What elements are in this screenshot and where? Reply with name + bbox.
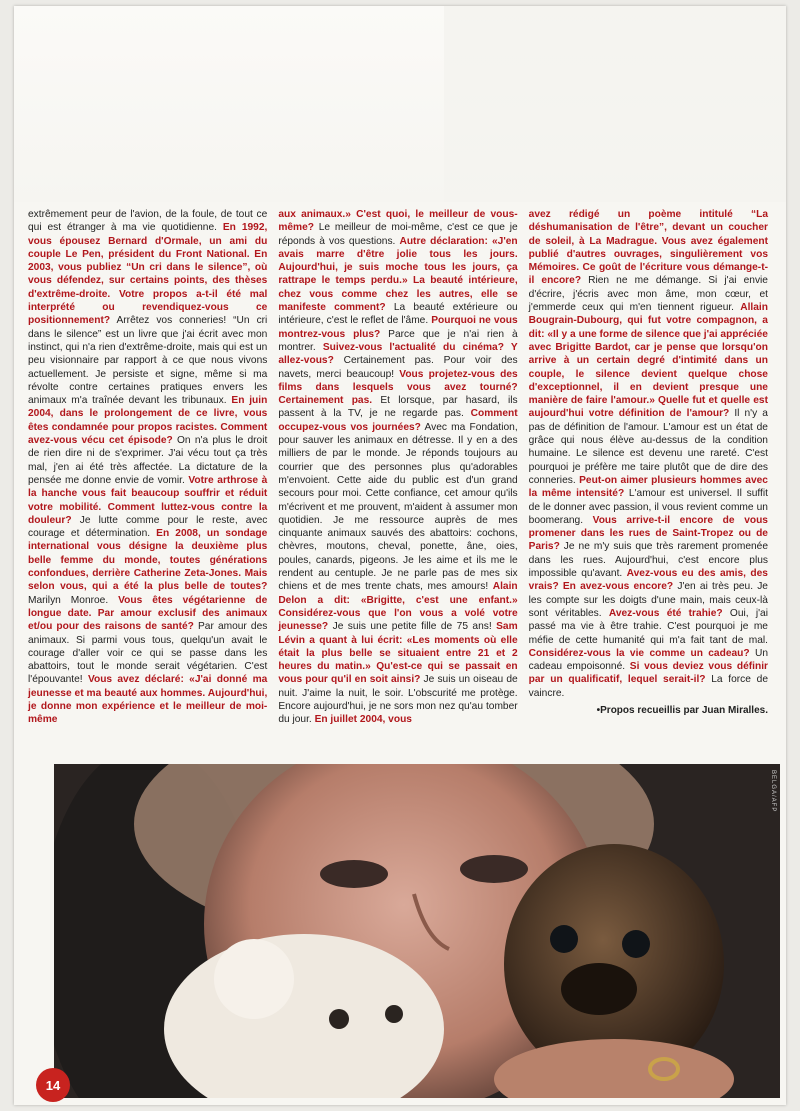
answer-text: Oui, j'ai passé ma vie à être trahie. C'est pourquoi je me méfie de cette humanité qui m'a fait tant de mal. [528, 607, 768, 646]
answer-text: Avec ma Fondation, pour sauver les animaux en détresse. Il y en a des milliers de par le monde. Je réponds toujours au courrier que des personnes plus qu'adorables m'envoient. Cette aide du public est d'un grand secours pour moi. Cette confiance, cet amour qu'ils m'écrivent et me prouvent, m'aident à assumer mon quotidien. Je me ressource auprès de mes cinquante animaux sauvés des abattoirs: cochons, chèvres, moutons, cheval, ponette, âne, oies, poules, canards, pigeons. Je les aime et ils me le rendent au centuple. Je ne parle pas de mes six chiens et de mes trente chats, mes amours! [278, 421, 518, 593]
answer-text: extrêmement peur de l'avion, de la foule, de tout ce qui est étranger à ma vie quotidienne. [28, 209, 268, 234]
article-column-1 [28, 208, 267, 758]
answer-text: Il n'y a pas de définition de l'amour. L'amour est un état de grâce qui nous élève au-dessus de la condition humaine. Le silence est devenu une rareté. C'est pourquoi je préfère me taire plutôt que de dire des conneries. [528, 408, 768, 486]
answer-text: J'en ai très peu. Je les compte sur les doigts d'une main, mais ceux-là sont véritables. [528, 581, 768, 619]
answer-text: Je lutte comme pour le reste, avec courage et détermination. [28, 514, 268, 540]
answer-text: Certainement pas. Pour voir des navets, merci beaucoup! [278, 355, 518, 380]
question-text: Considérez-vous la vie comme un cadeau? [528, 647, 750, 659]
question-text: En 2008, un sondage international vous désigne la deuxième plus belle femme du monde, toutes générations confondues, derrière Catherine Zeta-Jones. Mais selon vous, qui a été la plus belle de toutes? [28, 528, 268, 593]
question-text: Comment occupez-vous vos journées? [278, 408, 518, 433]
answer-text: Je suis une petite fille de 75 ans! [328, 621, 497, 633]
magazine-page [14, 6, 786, 1105]
question-text: Peut-on aimer plusieurs hommes avec la même intensité? [528, 474, 768, 500]
top-blank-area [14, 6, 786, 202]
question-text: En 1992, vous épousez Bernard d'Ormale, un ami du couple Le Pen, président du Front National. En 2003, vous publiez “Un cri dans le silence”, où vous défendez, sur certains points, des thèses d'extrême-droite. Votre propos a-t-il été mal interprété ou revendiquez-vous ce positionnement? [28, 222, 268, 327]
question-text: Vous êtes végétarienne de longue date. Par amour exclusif des animaux et/ou pour des raisons de santé? [28, 594, 268, 633]
answer-text: La beauté extérieure ou intérieure, c'est le reflet de l'âme. [278, 302, 518, 327]
question-text: Pourquoi ne vous montrez-vous plus? [278, 315, 518, 340]
woman-eye-left [320, 860, 388, 888]
answer-text: On n'a plus le droit de rien dire ni de s'exprimer. J'ai vécu tout ça très mal, j'en ai été très affectée. La dictature de la pensée me donne envie de vomir. [28, 435, 268, 486]
article-column-2 [278, 208, 517, 758]
portrait-photo-with-puppies [54, 764, 780, 1098]
article-column-3 [529, 208, 768, 758]
woman-eye-right [460, 855, 528, 883]
question-text: En juillet 2004, vous [314, 714, 412, 726]
question-text: Vous avez déclaré: «J'ai donné ma jeunesse et ma beauté aux hommes. Aujourd'hui, je donne mon expérience et le meilleur de moi-même [28, 674, 268, 726]
answer-text: Je ne m'y suis que très rarement promenée dans les rues. Aujourd'hui, c'est encore plus impossible qu'avant. [528, 541, 768, 580]
question-text: Votre arthrose à la hanche vous fait beaucoup souffrir et réduit votre mobilité. Comment luttez-vous contre la douleur? [28, 474, 268, 526]
question-text: Si vous deviez vous définir par un qualificatif, lequel serait-il? [528, 661, 768, 686]
answer-text: Et lorsque, par hasard, ils passent à la TV, je ne regarde pas. [278, 395, 518, 420]
answer-text: La force de vaincre. [528, 674, 768, 699]
question-text: Vous projetez-vous des films dans lesquels vous avez tourné? Certainement pas. [278, 368, 518, 407]
question-text: aux animaux.» C'est quoi, le meilleur de vous-même? [278, 209, 518, 234]
question-text: En juin 2004, dans le prolongement de ce livre, vous êtes condamnée pour propos racistes. Comment avez-vous vécu cet épisode? [28, 395, 268, 447]
answer-text: Marilyn Monroe. [28, 594, 119, 606]
answer-text: Rien ne me démange. Si j'ai envie d'écrire, j'écris avec mon âme, mon cœur, et j'emmerde ceux qui m'en tiennent rigueur. [528, 275, 768, 314]
question-text: Avez-vous été trahie? [608, 607, 723, 619]
question-text: Avez-vous eu des amis, des vrais? En avez-vous encore? [528, 568, 768, 593]
interview-credit: •Propos recueillis par Juan Miralles. [596, 704, 768, 716]
article-columns [28, 208, 768, 758]
question-text: Alain Delon a dit: «Brigitte, c'est une enfant.» Considérez-vous que l'on vous a volé votre jeunesse? [278, 581, 518, 633]
question-text: Autre déclaration: «J'en avais marre d'être jolie tous les jours. Aujourd'hui, je suis moche tous les jours, ça rattrape le temps perdu.» La beauté intérieure, chez vous comme chez les autres, elle se manifeste comment? [278, 235, 518, 314]
question-text: avez rédigé un poème intitulé “La déshumanisation de l'être”, devant un coucher de soleil, à La Madrague. Vous avez également publié d'autres ouvrages, singulièrement vos Mémoires. Ce goût de l'écriture vous démange-t-il encore? [528, 209, 768, 287]
question-text: Allain Bougrain-Dubourg, qui fut votre compagnon, a dit: «Il y a une forme de silence que j'ai appréciée avec Brigitte Bardot, car je pense que lorsqu'on arrive à un certain degré d'intimité dans un couple, le silence devient quelque chose d'exceptionnel, il en devient presque une manière de faire l'amour.» Quelle fut et quelle est aujourd'hui votre définition de l'amour? [528, 302, 768, 420]
photo-illustration [54, 764, 780, 1098]
answer-text: Un cadeau empoisonné. [528, 647, 768, 673]
page-number-badge: 14 [36, 1068, 70, 1102]
question-text: Vous arrive-t-il encore de vous promener dans les rues de Saint-Tropez ou de Paris? [528, 514, 768, 553]
question-text: Suivez-vous l'actualité du cinéma? Y allez-vous? [278, 341, 518, 367]
answer-text: Le meilleur de moi-même, c'est ce que je réponds à vos questions. [278, 222, 518, 247]
answer-text: Je suis un oiseau de nuit. J'aime la nuit, le soir. L'obscurité me protège. Encore aujourd'hui, je ne sors mon nez qu'au tomber du jour. [278, 674, 518, 726]
answer-text: Parce que je n'ai rien à montrer. [278, 328, 518, 353]
answer-text: L'amour est universel. Il suffit de le donner avec passion, il vous revient comme un boomerang. [528, 488, 768, 526]
question-text: Sam Lévin a quant à lui écrit: «Les moments où elle était la plus belle se situaient entre 21 et 2 heures du matin.» Qu'est-ce qui se passait en vous pour qu'il en soit ainsi? [278, 621, 518, 686]
answer-text: Arrêtez vos conneries! “Un cri dans le silence” est un livre que j'ai écrit avec mon instinct, qui n'a rien d'extrême-droite, mais qui est un peu visionnaire par rapport à ce que nous vivons actuellement. Je persiste et signe, même si ma révolte contre certaines pratiques envers les animaux m'a traînée devant les tribunaux. [28, 315, 268, 407]
answer-text: Par amour des animaux. Si parmi vous tous, quelqu'un avait le courage d'aller voir ce qui se passe dans les abattoirs, tout le monde serait végétarien. C'est l'épouvante! [28, 621, 268, 686]
photo-credit: BELGA/AFP [770, 770, 776, 813]
